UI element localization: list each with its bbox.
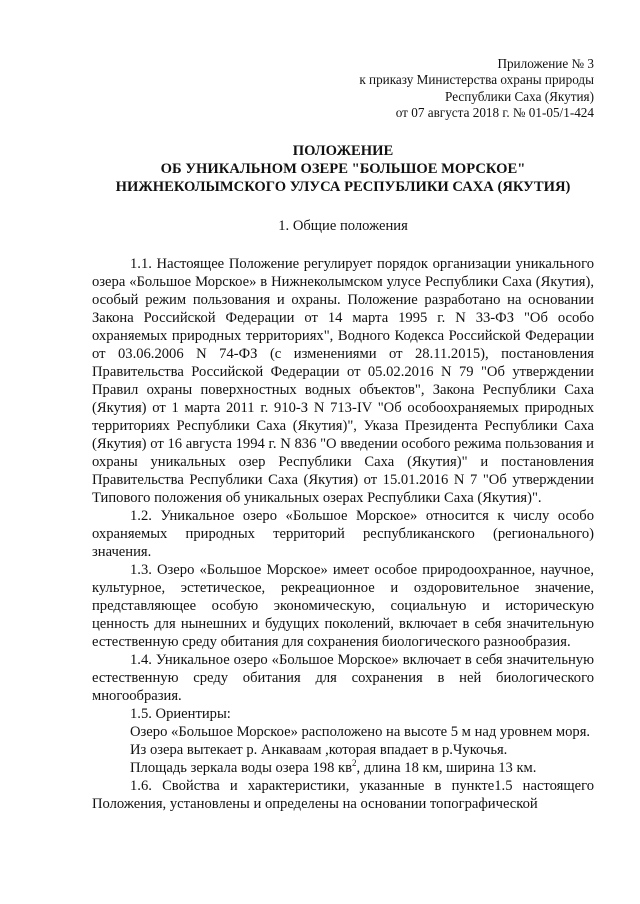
title-line: НИЖНЕКОЛЫМСКОГО УЛУСА РЕСПУБЛИКИ САХА (ЯКУТИЯ) [115,178,571,195]
paragraph-area [92,759,594,777]
appendix-line: к приказу Министерства охраны природы [359,72,594,88]
paragraph-outflow: Из озера вытекает р. Анкаваам ,которая впадает в р.Чукочья. [130,741,508,758]
paragraph-1-4: 1.4. Уникальное озеро «Большое Морское» включает в себя значительную естественную среду обитания для сохранения в ней биологического многообразия. [92,651,594,704]
title-line: ПОЛОЖЕНИЕ [292,142,394,159]
area-superscript: 2 [352,757,357,768]
title-line: ОБ УНИКАЛЬНОМ ОЗЕРЕ "БОЛЬШОЕ МОРСКОЕ" [160,160,526,177]
area-dimensions: , длина 18 км, ширина 13 км. [356,759,537,776]
appendix-line: от 07 августа 2018 г. № 01-05/1-424 [395,105,594,121]
appendix-header [92,56,594,122]
paragraph-1-6: 1.6. Свойства и характеристики, указанные в пункте1.5 настоящего Положения, установлены и определены на основании топографической [92,777,594,812]
paragraph-1-2: 1.2. Уникальное озеро «Большое Морское» относится к числу особо охраняемых природных территорий республиканского (регионального) значения. [92,507,594,560]
paragraph-1-3: 1.3. Озеро «Большое Морское» имеет особое природоохранное, научное, культурное, эстетическое, рекреационное и оздоровительное значение, представляющее особую экономическую, социальную и историческую ценность для нынешних и будущих поколений, включает в себя значительную естественную среду обитания для сохранения биологического разнообразия. [92,561,594,650]
paragraph-1-1: 1.1. Настоящее Положение регулирует порядок организации уникального озера «Большое Морское» в Нижнеколымском улусе Республики Саха (Якутия), особый режим пользования и охраны. Положение разработано на основании Закона Российской Федерации от 14 марта 1995 г. N 33-ФЗ "Об особо охраняемых природных территориях", Водного Кодекса Российской Федерации от 03.06.2006 N 74-ФЗ (с изменениями от 28.11.2015), постановления Правительства Российской Федерации от 05.02.2016 N 79 "Об утверждении Правил охраны поверхностных водных объектов", Закона Республики Саха (Якутия) от 1 марта 2011 г. 910-З N 713-IV "Об особоохраняемых природных территориях Республики Саха (Якутия)", Указа Президента Республики Саха (Якутия) от 16 августа 1994 г. N 836 "О введении особого режима пользования и охраны уникальных озер Республики Саха (Якутия)" и постановления Правительства Республики Саха (Якутия) от 15.01.2016 N 7 "Об утверждении Типового положения об уникальных озерах Республики Саха (Якутия)". [92,255,594,506]
paragraph-1-5: 1.5. Ориентиры: [130,705,231,722]
section-heading: 1. Общие положения [278,217,408,234]
document-body [92,255,594,813]
appendix-line: Приложение № 3 [497,56,594,71]
area-text: Площадь зеркала воды озера 198 кв [130,759,353,776]
paragraph-altitude: Озеро «Большое Морское» расположено на высоте 5 м над уровнем моря. [130,723,591,740]
document-title [92,142,594,196]
appendix-line: Республики Саха (Якутия) [445,88,594,104]
